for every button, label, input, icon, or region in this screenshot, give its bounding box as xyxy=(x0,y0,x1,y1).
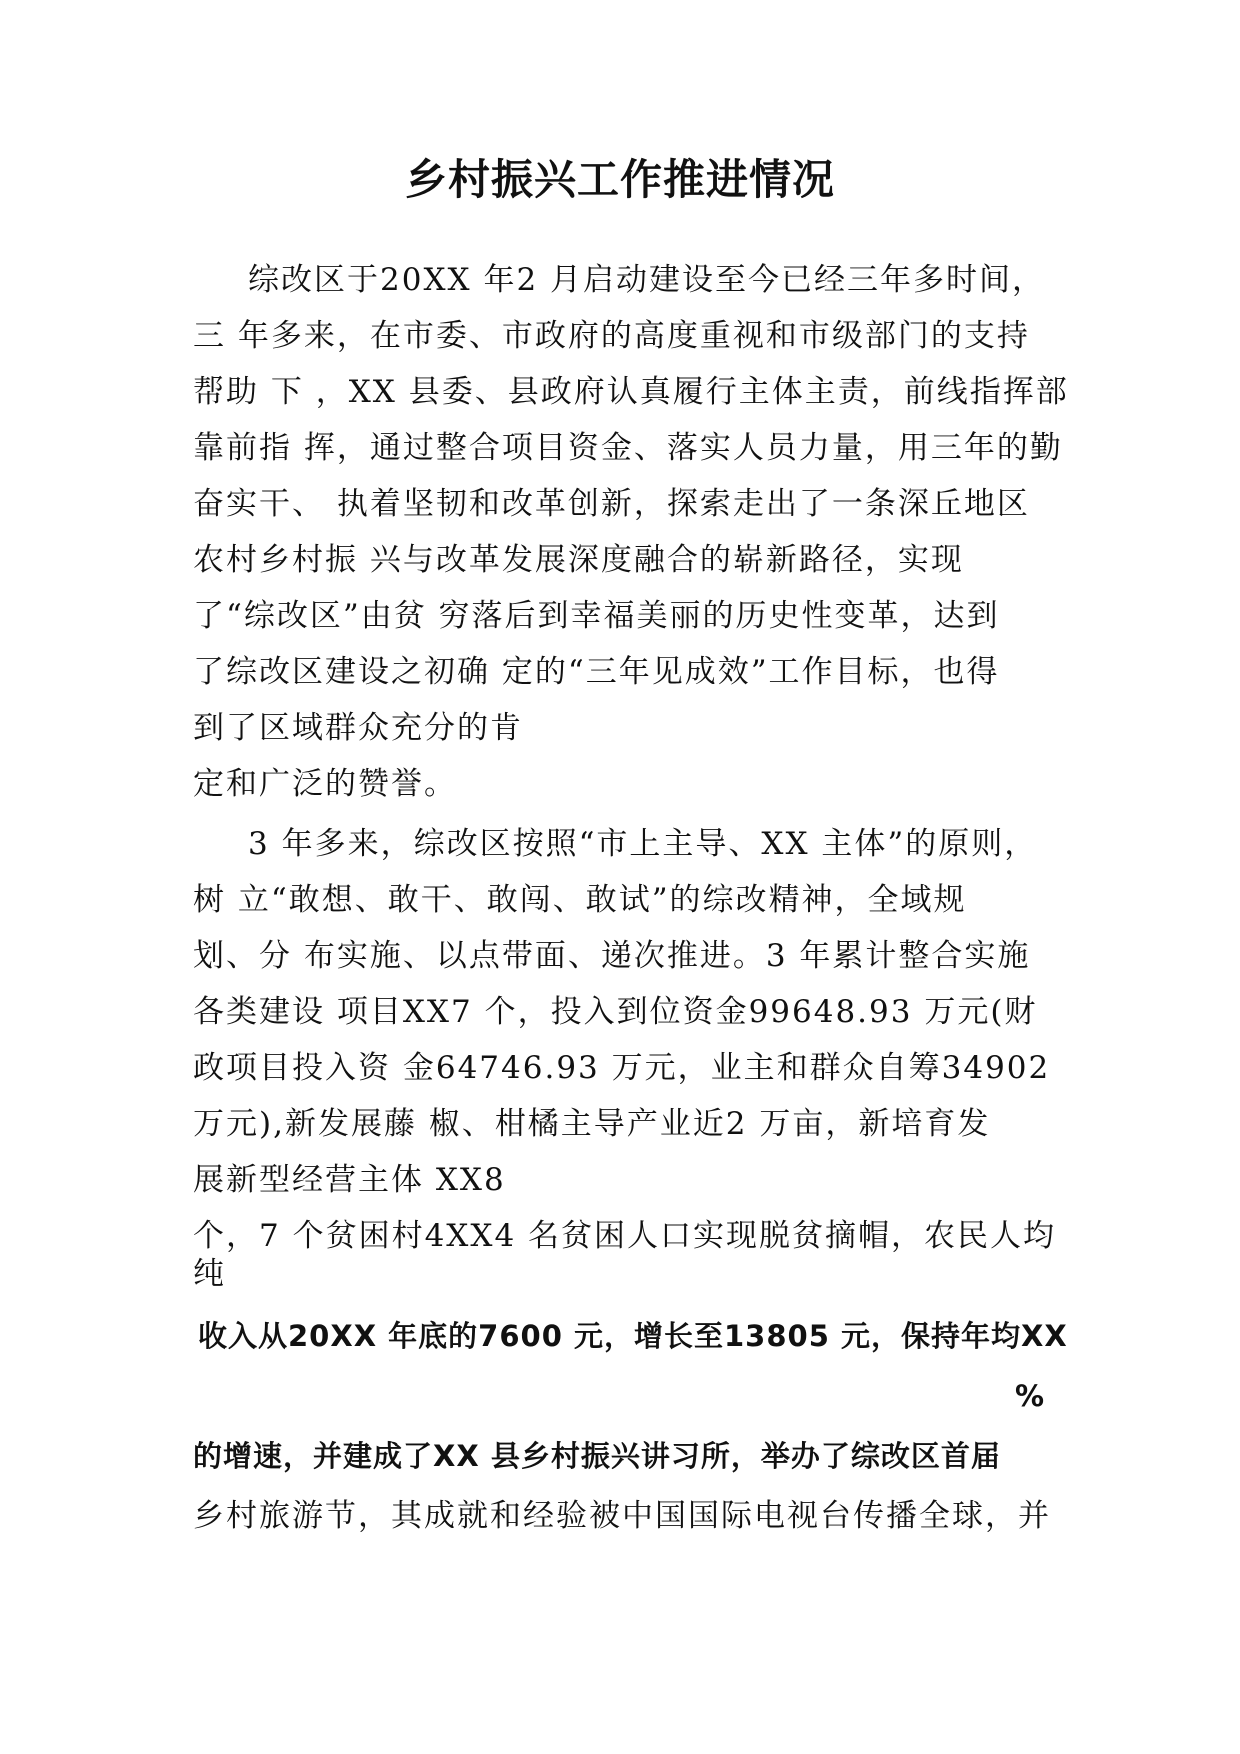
paragraph-line: 各类建设 项目XX7 个，投入到位资金99648.93 万元(财 xyxy=(193,994,1038,1030)
paragraph-line: 农村乡村振 兴与改革发展深度融合的崭新路径，实现 xyxy=(193,542,964,578)
paragraph-line: 三 年多来，在市委、市政府的高度重视和市级部门的支持 xyxy=(193,318,1030,354)
paragraph-line: 了综改区建设之初确 定的“三年见成效”工作目标，也得 xyxy=(193,654,1000,690)
paragraph-line: 靠前指 挥，通过整合项目资金、落实人员力量，用三年的勤 xyxy=(193,430,1063,466)
paragraph-line: 政项目投入资 金64746.93 万元，业主和群众自筹34902 xyxy=(193,1050,1051,1086)
bold-line: 的增速，并建成了XX 县乡村振兴讲习所，举办了综改区首届 xyxy=(193,1439,1001,1473)
bold-line: 收入从20XX 年底的7600 元，增长至13805 元，保持年均XX xyxy=(198,1319,1068,1353)
paragraph-line: 万元),新发展藤 椒、柑橘主导产业近2 万亩，新培育发 xyxy=(193,1106,991,1142)
paragraph-line: 帮助 下 ，XX 县委、县政府认真履行主体主责，前线指挥部 xyxy=(193,374,1069,410)
paragraph-line: 3 年多来，综改区按照“市上主导、XX 主体”的原则， xyxy=(248,826,1038,862)
paragraph-line: 个，7 个贫困村4XX4 名贫困人口实现脱贫摘帽，农民人均 xyxy=(193,1218,1057,1254)
paragraph-line: 乡村旅游节，其成就和经验被中国国际电视台传播全球，并 xyxy=(193,1498,1051,1534)
paragraph-line: 了“综改区”由贫 穷落后到幸福美丽的历史性变革，达到 xyxy=(193,598,1000,634)
bold-line: % xyxy=(1014,1379,1045,1413)
paragraph-line: 树 立“敢想、敢干、敢闯、敢试”的综改精神，全域规 xyxy=(193,882,967,918)
paragraph-line: 定和广泛的赞誉。 xyxy=(193,766,457,802)
document-title: 乡村振兴工作推进情况 xyxy=(404,155,835,204)
paragraph-line: 奋实干、 执着坚韧和改革创新，探索走出了一条深丘地区 xyxy=(193,486,1030,522)
paragraph-line: 展新型经营主体 XX8 xyxy=(193,1162,506,1198)
paragraph-line: 综改区于20XX 年2 月启动建设至今已经三年多时间， xyxy=(248,262,1046,298)
paragraph-line: 纯 xyxy=(193,1256,226,1292)
paragraph-line: 划、分 布实施、以点带面、递次推进。3 年累计整合实施 xyxy=(193,938,1031,974)
paragraph-line: 到了区域群众充分的肯 xyxy=(193,710,523,746)
